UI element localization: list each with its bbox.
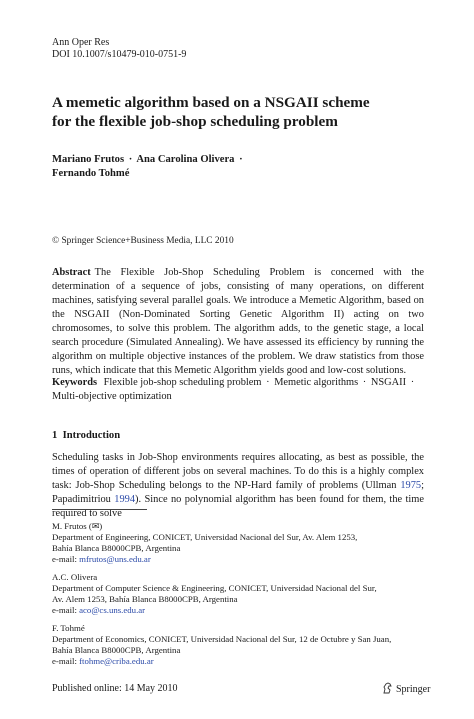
keyword-item: Multi-objective optimization bbox=[52, 391, 172, 402]
published-date: Published online: 14 May 2010 bbox=[52, 683, 178, 694]
affiliation-dept: Department of Engineering, CONICET, Universidad Nacional del Sur, Av. Alem 1253, bbox=[52, 532, 358, 542]
author-list bbox=[52, 153, 432, 181]
intro-text: ; Papadimitriou bbox=[52, 480, 424, 505]
email-label: e-mail: bbox=[52, 554, 80, 564]
author-3[interactable]: Fernando Tohmé bbox=[52, 168, 130, 179]
intro-text: Scheduling tasks in Job-Shop environments requires allocating, as best as possible, the times of operation of different jobs on several machines. To do this is a highly complex task: Job-Shop Scheduling belongs to the NP-Hard family of problems (Ullman bbox=[52, 452, 424, 491]
author-2[interactable]: Ana Carolina Olivera bbox=[136, 154, 235, 165]
title-line-2: for the flexible job-shop scheduling problem bbox=[52, 113, 338, 130]
abstract-label: Abstract bbox=[52, 267, 91, 278]
affiliation-city: Bahía Blanca B8000CPB, Argentina bbox=[52, 543, 181, 553]
section-title: Introduction bbox=[62, 430, 121, 441]
affiliation-2 bbox=[52, 572, 432, 616]
journal-name: Ann Oper Res bbox=[52, 37, 110, 48]
publisher-name: Springer bbox=[396, 684, 431, 695]
title-line-1: A memetic algorithm based on a NSGAII scheme bbox=[52, 94, 370, 111]
doi[interactable]: DOI 10.1007/s10479-010-0751-9 bbox=[52, 49, 187, 60]
affiliation-3 bbox=[52, 623, 432, 667]
author-1[interactable]: Mariano Frutos bbox=[52, 154, 125, 165]
author-separator: · bbox=[128, 154, 133, 165]
affiliation-city: Bahía Blanca B8000CPB, Argentina bbox=[52, 645, 181, 655]
intro-paragraph bbox=[52, 451, 424, 521]
email-label: e-mail: bbox=[52, 605, 80, 615]
keywords-label: Keywords bbox=[52, 377, 98, 388]
copyright: © Springer Science+Business Media, LLC 2010 bbox=[52, 236, 234, 246]
citation-link[interactable]: 1975 bbox=[400, 480, 422, 491]
affiliation-city: Av. Alem 1253, Bahía Blanca B8000CPB, Argentina bbox=[52, 594, 238, 604]
affiliation-name: A.C. Olivera bbox=[52, 572, 98, 582]
intro-text: ). Since no polynomial algorithm has been found for them, the time required to solve bbox=[52, 494, 424, 519]
affiliation-dept: Department of Economics, CONICET, Universidad Nacional del Sur, 12 de Octubre y San Juan, bbox=[52, 634, 392, 644]
keyword-separator: · bbox=[266, 377, 270, 388]
springer-horse-icon bbox=[382, 682, 393, 697]
keywords bbox=[52, 376, 424, 404]
keyword-separator: · bbox=[410, 377, 415, 388]
section-number: 1 bbox=[52, 430, 58, 441]
citation-link[interactable]: 1994 bbox=[114, 494, 136, 505]
abstract bbox=[52, 266, 424, 378]
email-link[interactable]: ftohme@criba.edu.ar bbox=[79, 656, 154, 666]
email-link[interactable]: aco@cs.uns.edu.ar bbox=[79, 605, 146, 615]
author-separator: · bbox=[239, 154, 243, 165]
affiliation-dept: Department of Computer Science & Engineering, CONICET, Universidad Nacional del Sur, bbox=[52, 583, 377, 593]
keyword-item: Flexible job-shop scheduling problem bbox=[103, 377, 262, 388]
email-label: e-mail: bbox=[52, 656, 80, 666]
keyword-item: Memetic algorithms bbox=[274, 377, 359, 388]
footnote-rule bbox=[52, 509, 147, 510]
section-heading bbox=[52, 430, 120, 441]
affiliation-name: M. Frutos (✉) bbox=[52, 521, 103, 531]
keyword-separator: · bbox=[362, 377, 367, 388]
abstract-text: The Flexible Job-Shop Scheduling Problem is concerned with the determination of a sequence of jobs, consisting of many operations, on different machines, satisfying several parallel goals. We introduce a Memetic Algorithm, based on the NSGAII (Non-Dominated Sorting Genetic Algorithm II) acting on two chromosomes, to solve this problem. The algorithm adds, to the genetic stage, a local search procedure (Simulated Annealing). We have assessed its efficiency by running the algorithm on multiple objective instances of the problem. We draw statistics from those runs, which indicate that this Memetic Algorithm yields good and low-cost solutions. bbox=[52, 267, 424, 376]
affiliation-1 bbox=[52, 521, 432, 565]
keyword-item: NSGAII bbox=[370, 377, 407, 388]
affiliation-name: F. Tohmé bbox=[52, 623, 85, 633]
publisher-logo bbox=[382, 682, 430, 697]
email-link[interactable]: mfrutos@uns.edu.ar bbox=[79, 554, 151, 564]
paper-title bbox=[52, 93, 432, 131]
